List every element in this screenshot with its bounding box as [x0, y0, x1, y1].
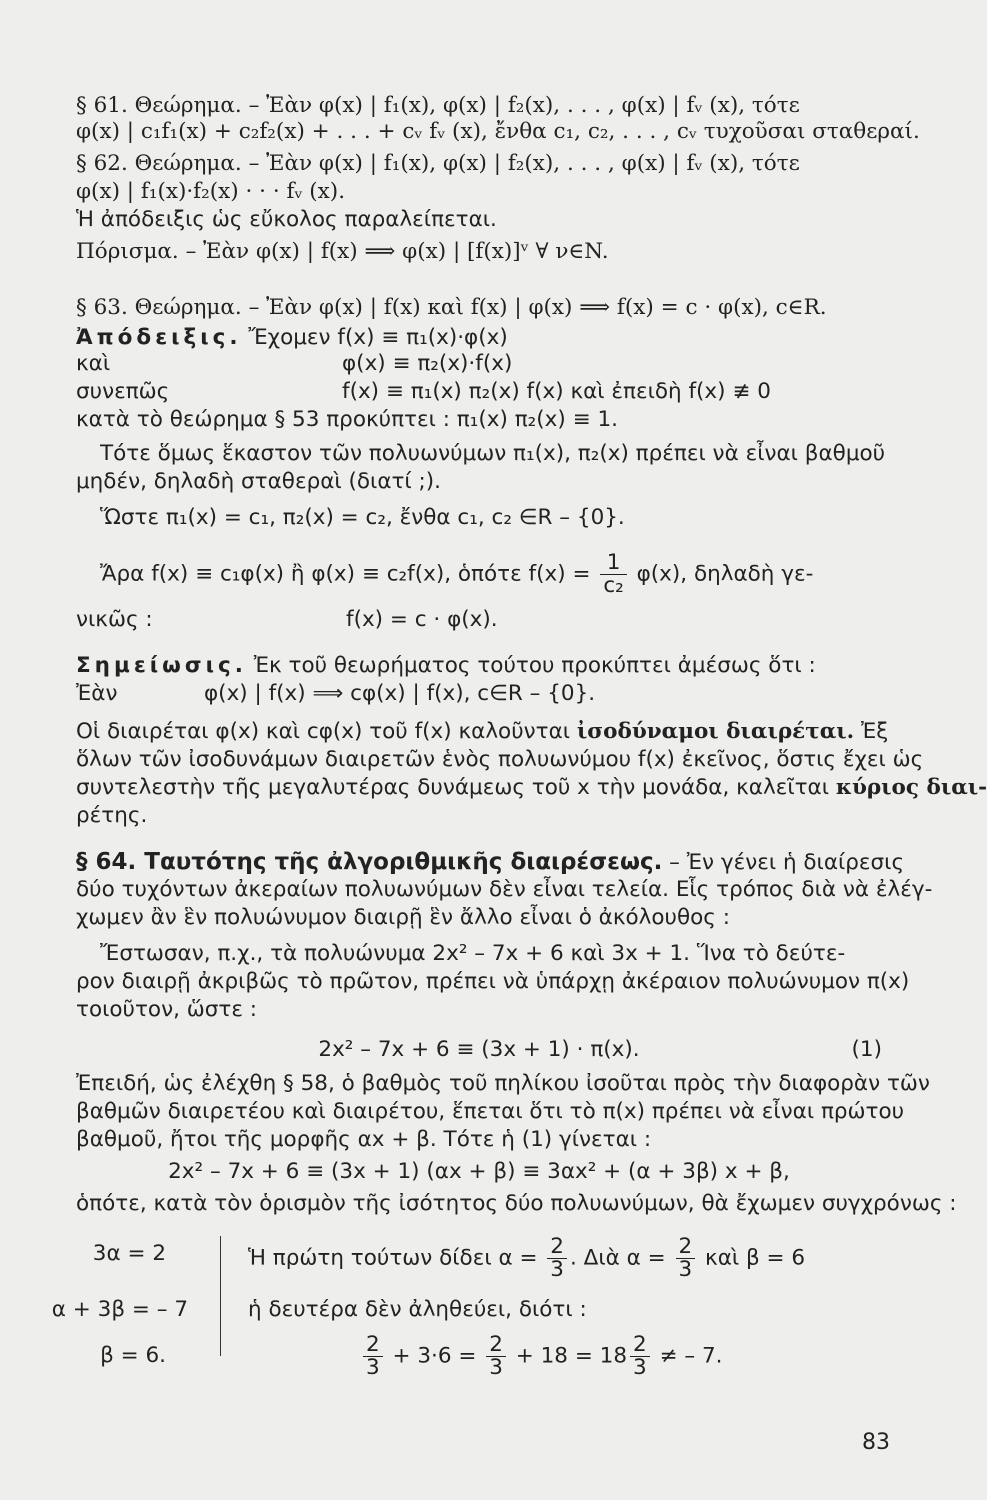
proof-line-2 — [76, 350, 882, 378]
remark-formula: φ(x) | f(x) ⟹ cφ(x) | f(x), c∈R – {0}. — [204, 681, 596, 706]
remark-line-3-text: Οἱ διαιρέται φ(x) καὶ cφ(x) τοῦ f(x) καλοῦνται — [76, 719, 577, 744]
system-divider-line — [220, 1236, 221, 1356]
section-64-line-1 — [76, 848, 905, 877]
proof-line-2-formula: φ(x) ≡ π₂(x)·f(x) — [342, 351, 513, 376]
fraction-denominator: 3 — [366, 1355, 380, 1380]
proof-line-1 — [76, 324, 882, 352]
section-64-line-6: τοιοῦτον, ὥστε : — [76, 997, 258, 1022]
proof-line-9 — [76, 606, 882, 634]
remark-label: Σημείωσις. — [76, 653, 247, 678]
system-explanation-line-1 — [248, 1236, 882, 1281]
fraction-one-over-c2 — [600, 552, 626, 597]
fraction-two-thirds — [363, 1334, 383, 1379]
remark-line-2 — [76, 680, 882, 708]
section-64-line-5: ρον διαιρῇ ἀκριβῶς τὸ πρῶτον, πρέπει νὰ ὑπάρχῃ ἀκέραιον πολυώνυμον π(x) — [76, 969, 910, 994]
system-eq-2: α + 3β = – 7 — [51, 1297, 188, 1322]
fraction-denominator: 3 — [550, 1257, 564, 1282]
remark-line-1-text: Ἐκ τοῦ θεωρήματος τούτου προκύπτει ἀμέσως ὅτι : — [246, 653, 816, 678]
page-number: 83 — [862, 1430, 890, 1455]
fraction-numerator: 2 — [547, 1236, 567, 1259]
fraction-denominator: 3 — [633, 1355, 647, 1380]
theorem-62-line-2: φ(x) | f₁(x)·f₂(x) · · · fᵥ (x). — [76, 179, 346, 204]
section-64-line-10: ὁπότε, κατὰ τὸν ὁρισμὸν τῆς ἰσότητος δύο πολυωνύμων, θὰ ἔχωμεν συγχρόνως : — [76, 1191, 957, 1216]
remark-line-4: ὅλων τῶν ἰσοδυνάμων διαιρετῶν ἑνὸς πολυωνύμου f(x) ἐκεῖνος, ὅστις ἔχει ὡς — [76, 747, 924, 772]
section-64-line-8: βαθμῶν διαιρετέου καὶ διαιρέτου, ἕπεται ὅτι τὸ π(x) πρέπει νὰ εἶναι πρώτου — [76, 1099, 905, 1124]
remark-line-2-word: Ἐὰν — [76, 681, 118, 706]
explanation-1-text: Ἡ πρώτη τούτων δίδει α = — [248, 1245, 545, 1271]
theorem-62-line-1: § 62. Θεώρημα. – Ἐὰν φ(x) | f₁(x), φ(x) | f₂(x), . . . , φ(x) | fᵥ (x), τότε — [76, 151, 800, 176]
proof-line-6: μηδέν, δηλαδὴ σταθεραὶ (διατί ;). — [76, 469, 442, 494]
remark-line-3 — [76, 718, 889, 746]
section-64-line-3: χωμεν ἂν ἓν πολυώνυμον διαιρῇ ἓν ἄλλο εἶναι ὁ ἀκόλουθος : — [76, 905, 730, 930]
explanation-3-part-2: + 18 = 18 — [508, 1343, 628, 1369]
equation-1-number: (1) — [851, 1037, 882, 1062]
section-64-line-7: Ἐπειδή, ὡς ἐλέχθη § 58, ὁ βαθμὸς τοῦ πηλίκου ἰσοῦται πρὸς τὴν διαφορὰν τῶν — [76, 1071, 930, 1096]
explanation-3-part-3: ≠ – 7. — [652, 1343, 723, 1369]
proof-line-3 — [76, 378, 882, 406]
fraction-two-thirds — [547, 1236, 567, 1281]
theorem-63-line: § 63. Θεώρημα. – Ἐὰν φ(x) | f(x) καὶ f(x) | φ(x) ⟹ f(x) = c · φ(x), c∈R. — [76, 295, 827, 320]
remark-line-5 — [76, 774, 987, 802]
proof-line-1-text: Ἔχομεν f(x) ≡ π₁(x)·φ(x) — [241, 325, 508, 350]
fraction-numerator: 2 — [676, 1236, 696, 1259]
corollary-line: Πόρισμα. – Ἐὰν φ(x) | f(x) ⟹ φ(x) | [f(x)]ᵛ ∀ ν∈N. — [76, 239, 609, 264]
proof-line-3-word: συνεπῶς — [76, 379, 170, 404]
theorem-61-line-1: § 61. Θεώρημα. – Ἐὰν φ(x) | f₁(x), φ(x) | f₂(x), . . . , φ(x) | fᵥ (x), τότε — [76, 93, 800, 118]
term-principal-divisor: κύριος διαι- — [835, 775, 987, 800]
remark-line-5-text: συντελεστὴν τῆς μεγαλυτέρας δυνάμεως τοῦ x τὴν μονάδα, καλεῖται — [76, 775, 836, 800]
proof-line-2-word: καὶ — [76, 351, 111, 376]
section-64-line-1-text: – Ἐν γένει ἡ διαίρεσις — [662, 850, 905, 875]
fraction-denominator: 3 — [489, 1355, 503, 1380]
explanation-3-part-1: + 3·6 = — [385, 1343, 484, 1369]
fraction-two-thirds — [676, 1236, 696, 1281]
system-eq-3: β = 6. — [100, 1343, 166, 1368]
section-64-line-2: δύο τυχόντων ἀκεραίων πολυωνύμων δὲν εἶναι τελεία. Εἷς τρόπος διὰ νὰ ἐλέγ- — [76, 877, 933, 902]
equation-1-line — [76, 1036, 882, 1064]
fraction-denominator: c₂ — [603, 573, 624, 598]
proof-omitted-line: Ἡ ἀπόδειξις ὡς εὔκολος παραλείπεται. — [76, 207, 497, 232]
remark-line-6: ρέτης. — [76, 803, 148, 828]
proof-line-9-word: νικῶς : — [76, 607, 153, 632]
system-explanation-line-3 — [360, 1334, 882, 1379]
fraction-numerator: 1 — [600, 552, 626, 575]
term-equivalent-divisors: ἰσοδύναμοι διαιρέται. — [576, 719, 855, 744]
proof-line-8 — [100, 552, 882, 597]
remark-line-1 — [76, 652, 882, 680]
proof-line-8-tail: φ(x), δηλαδὴ γε- — [629, 561, 814, 587]
remark-line-3-tail: Ἐξ — [854, 719, 889, 744]
theorem-61-line-2: φ(x) | c₁f₁(x) + c₂f₂(x) + . . . + cᵥ fᵥ (x), ἔνθα c₁, c₂, . . . , cᵥ τυχοῦσαι σταθεραί. — [76, 119, 920, 144]
proof-line-5: Τότε ὅμως ἕκαστον τῶν πολυωνύμων π₁(x), π₂(x) πρέπει νὰ εἶναι βαθμοῦ — [100, 441, 886, 466]
section-64-line-4: Ἔστωσαν, π.χ., τὰ πολυώνυμα 2x² – 7x + 6 καὶ 3x + 1. Ἵνα τὸ δεύτε- — [100, 941, 846, 966]
proof-line-7: Ὥστε π₁(x) = c₁, π₂(x) = c₂, ἔνθα c₁, c₂ ∈R – {0}. — [100, 505, 625, 530]
fraction-two-thirds — [486, 1334, 506, 1379]
proof-line-4: κατὰ τὸ θεώρημα § 53 προκύπτει : π₁(x) π₂(x) ≡ 1. — [76, 407, 618, 432]
system-eq-1: 3α = 2 — [92, 1241, 166, 1266]
fraction-denominator: 3 — [678, 1257, 693, 1282]
system-explanation-line-2: ἡ δευτέρα δὲν ἀληθεύει, διότι : — [248, 1297, 587, 1322]
fraction-two-thirds — [630, 1334, 650, 1379]
proof-line-8-text: Ἄρα f(x) ≡ c₁φ(x) ἢ φ(x) ≡ c₂f(x), ὁπότε f(x) = — [100, 561, 598, 587]
explanation-1-tail: καὶ β = 6 — [698, 1245, 806, 1271]
fraction-numerator: 2 — [363, 1334, 383, 1357]
section-64-heading: § 64. Ταυτότης τῆς ἀλγοριθμικῆς διαιρέσεως. — [76, 849, 663, 875]
fraction-numerator: 2 — [486, 1334, 506, 1357]
section-64-line-9: βαθμοῦ, ἤτοι τῆς μορφῆς αx + β. Τότε ἡ (1) γίνεται : — [76, 1127, 652, 1152]
proof-conclusion: f(x) = c · φ(x). — [346, 607, 498, 632]
fraction-numerator: 2 — [630, 1334, 650, 1357]
equation-1: 2x² – 7x + 6 ≡ (3x + 1) · π(x). — [318, 1037, 640, 1062]
equation-expanded: 2x² – 7x + 6 ≡ (3x + 1) (αx + β) ≡ 3αx² + (α + 3β) x + β, — [168, 1159, 790, 1184]
proof-label: Ἀπόδειξις. — [76, 325, 242, 350]
proof-line-3-formula: f(x) ≡ π₁(x) π₂(x) f(x) καὶ ἐπειδὴ f(x) ≢ 0 — [342, 379, 771, 404]
explanation-1-mid: . Διὰ α = — [569, 1245, 673, 1271]
